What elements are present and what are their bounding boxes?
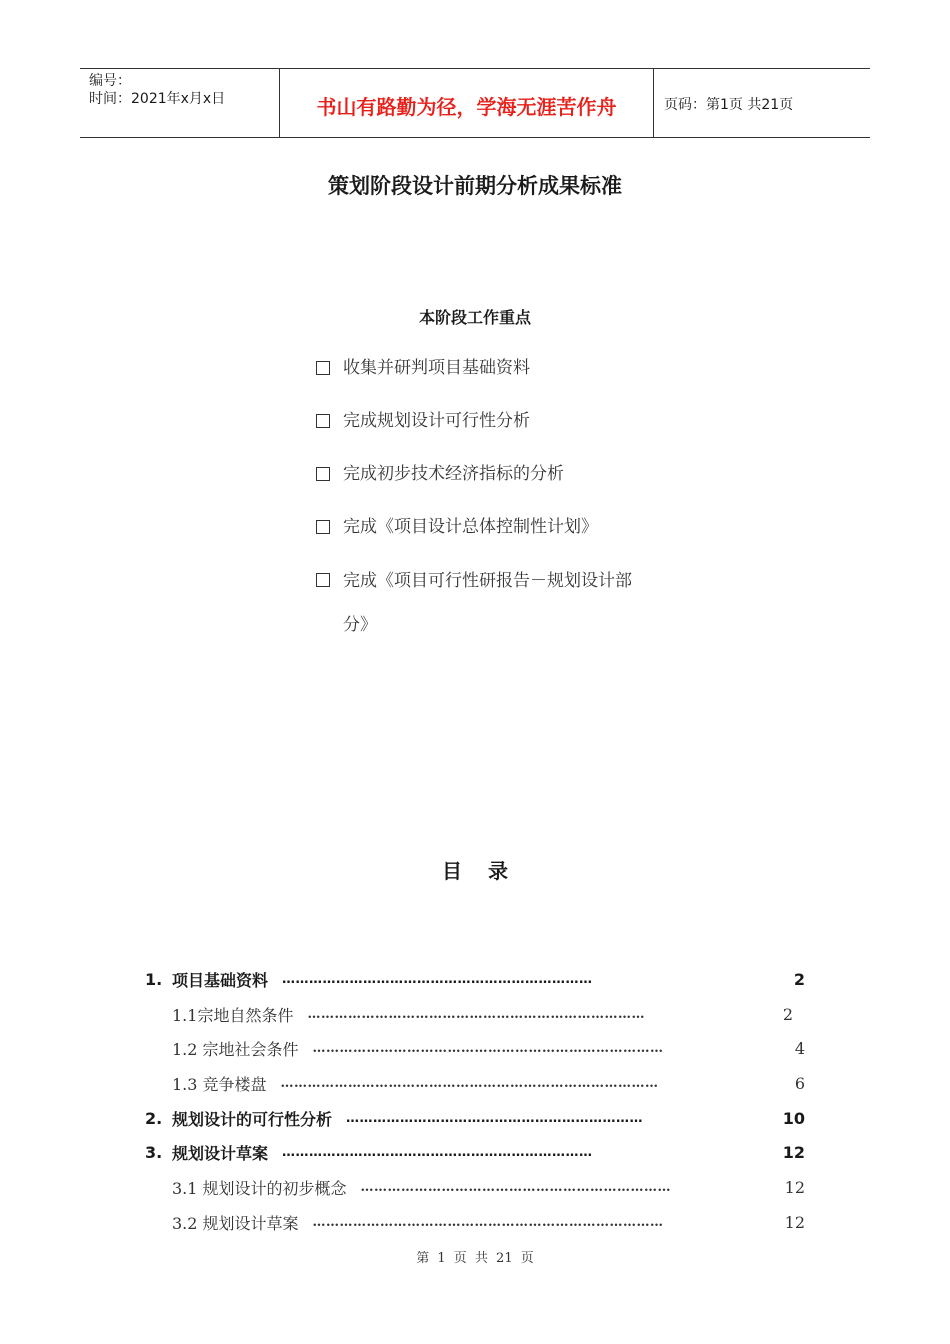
toc-entry-page: 2 bbox=[782, 1004, 793, 1024]
toc-leader-dots: …………………………………………………………… bbox=[282, 1145, 593, 1161]
toc-entry-label: 规划设计草案 bbox=[172, 1144, 269, 1164]
checkbox-icon bbox=[316, 361, 330, 375]
toc-entry[interactable] bbox=[145, 1135, 805, 1170]
checkbox-icon bbox=[316, 467, 330, 481]
toc-entry-number: 2. bbox=[145, 1108, 163, 1128]
table-of-contents bbox=[145, 962, 805, 1240]
focus-item bbox=[316, 355, 656, 382]
page-header bbox=[80, 68, 870, 138]
focus-item bbox=[316, 461, 656, 488]
toc-entry-page: 10 bbox=[782, 1108, 805, 1128]
toc-leader-dots: ………………………………………………………… bbox=[346, 1110, 644, 1126]
header-page-info: 页码：第1页 共21页 bbox=[664, 97, 794, 113]
toc-entry-label: 3.1 规划设计的初步概念 bbox=[172, 1178, 347, 1198]
toc-entry-label: 1.3 竞争楼盘 bbox=[172, 1074, 267, 1094]
toc-entry-label: 规划设计的可行性分析 bbox=[172, 1109, 333, 1129]
focus-list bbox=[316, 355, 656, 673]
toc-entry[interactable] bbox=[145, 1066, 805, 1101]
toc-entry[interactable] bbox=[145, 962, 805, 997]
toc-entry-page: 12 bbox=[784, 1177, 805, 1197]
header-motto: 书山有路勤为径，学海无涯苦作舟 bbox=[280, 69, 654, 137]
toc-entry-number: 3. bbox=[145, 1143, 163, 1163]
document-title: 策划阶段设计前期分析成果标准 bbox=[328, 174, 622, 198]
toc-leader-dots: ………………………………………………………………… bbox=[307, 1006, 645, 1022]
toc-entry-page: 4 bbox=[794, 1039, 805, 1059]
toc-leader-dots: …………………………………………………………… bbox=[282, 971, 593, 987]
focus-item bbox=[316, 408, 656, 435]
toc-leader-dots: …………………………………………………………………… bbox=[312, 1214, 664, 1230]
toc-title: 目录 bbox=[442, 859, 534, 883]
focus-item-text: 完成《项目可行性研报告－规划设计部分》 bbox=[343, 571, 632, 635]
toc-entry-label: 1.2 宗地社会条件 bbox=[172, 1040, 299, 1060]
focus-item-text: 完成规划设计可行性分析 bbox=[343, 411, 530, 431]
toc-entry-page: 6 bbox=[794, 1073, 805, 1093]
toc-leader-dots: …………………………………………………………… bbox=[360, 1179, 672, 1195]
header-meta bbox=[80, 69, 280, 137]
toc-entry-page: 12 bbox=[784, 1212, 805, 1232]
toc-entry[interactable] bbox=[145, 1031, 805, 1066]
toc-entry[interactable] bbox=[145, 1101, 805, 1136]
toc-entry-label: 3.2 规划设计草案 bbox=[172, 1213, 299, 1233]
toc-entry[interactable] bbox=[145, 997, 805, 1032]
toc-entry-page: 12 bbox=[782, 1143, 805, 1163]
focus-item bbox=[316, 514, 656, 541]
toc-entry-label: 1.1宗地自然条件 bbox=[172, 1005, 294, 1025]
toc-entry-label: 项目基础资料 bbox=[172, 970, 269, 990]
focus-item-text: 收集并研判项目基础资料 bbox=[343, 358, 530, 378]
focus-item-text: 完成《项目设计总体控制性计划》 bbox=[343, 517, 598, 537]
focus-item bbox=[316, 567, 656, 647]
page-footer: 第 1 页 共 21 页 bbox=[416, 1251, 534, 1266]
checkbox-icon bbox=[316, 414, 330, 428]
toc-leader-dots: …………………………………………………………………… bbox=[312, 1041, 664, 1057]
document-number-label: 编号： bbox=[89, 73, 131, 89]
checkbox-icon bbox=[316, 573, 330, 587]
toc-entry[interactable] bbox=[145, 1170, 805, 1205]
toc-leader-dots: ………………………………………………………………………… bbox=[280, 1075, 659, 1091]
checkbox-icon bbox=[316, 520, 330, 534]
document-time-label: 时间：2021年x月x日 bbox=[89, 91, 226, 107]
toc-entry-number: 1. bbox=[145, 969, 163, 989]
focus-item-text: 完成初步技术经济指标的分析 bbox=[343, 464, 564, 484]
toc-entry-page: 2 bbox=[793, 969, 805, 989]
focus-heading: 本阶段工作重点 bbox=[418, 308, 531, 327]
toc-entry[interactable] bbox=[145, 1205, 805, 1240]
